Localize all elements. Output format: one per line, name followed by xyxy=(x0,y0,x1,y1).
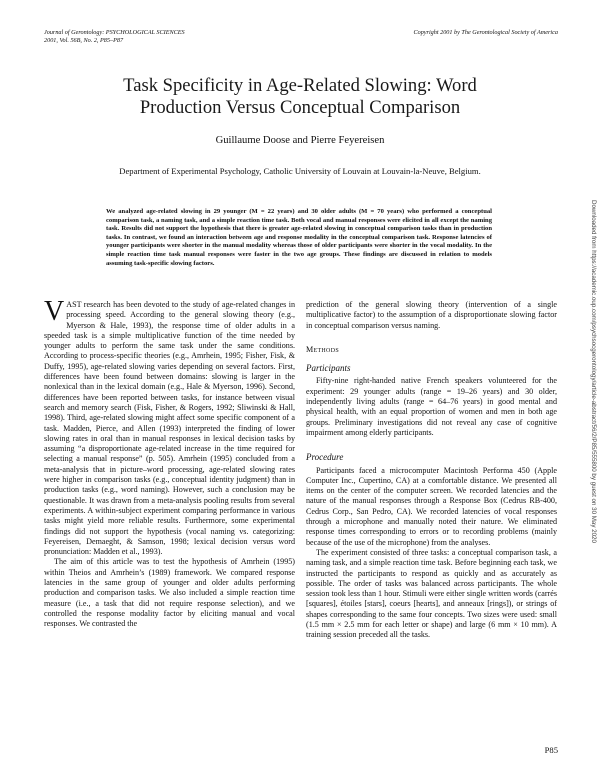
intro-continuation: prediction of the general slowing theory (intervention of a single multiplicative factor) to the assumption of a disproportionate slowing factor in conceptual comparison versus naming. xyxy=(306,300,557,330)
methods-heading-text: Methods xyxy=(306,344,339,354)
journal-volume: 2001, Vol. 56B, No. 2, P85–P87 xyxy=(44,36,124,44)
copyright-notice: Copyright 2001 by The Gerontological Society of America xyxy=(413,29,558,36)
procedure-subheading: Procedure xyxy=(306,452,344,463)
left-column xyxy=(44,296,295,630)
procedure-paragraph-1: Participants faced a microcomputer Macintosh Performa 450 (Apple Computer Inc., Cupertino, CA) at a comfortable distance. We presented all items on the center of the computer screen. We recorded latencies and the nature of the manual responses through a Response Box (Cedrus RB-400, Cedrus Corp., San Pedro, CA). We recorded latencies of vocal responses through a microphone and manually noted their nature. We eliminated response times corresponding to errors or to recording problems (mainly because of the use of the microphone) from the analyses. xyxy=(306,465,557,547)
intro-paragraph-1 xyxy=(44,296,295,557)
affiliation: Department of Experimental Psychology, Catholic University of Louvain at Louvain-la-Neuve, Belgium. xyxy=(119,166,481,176)
abstract: We analyzed age-related slowing in 29 younger (M = 22 years) and 30 older adults (M = 70 years) who performed a conceptual comparison task, a naming task, and a simple reaction time task. Both vocal and manual responses were elicited in all except the naming task. Results did not support the hypothesis that there is greater age-related slowing in conceptual comparison tasks than in production tasks. In contrast, we found an interaction between age and response modality in the conceptual comparison task. Response latencies of younger participants were shorter in the manual modality whereas those of older participants were shorter in the vocal modality. In the simple reaction time task manual responses were faster in the two age groups. These findings are discussed in relation to models assuming task-specific slowing factors. xyxy=(106,208,492,267)
participants-subheading: Participants xyxy=(306,363,351,374)
title-line-1: Task Specificity in Age-Related Slowing: Word xyxy=(123,75,477,96)
download-watermark xyxy=(587,200,600,560)
article-title xyxy=(60,75,540,119)
intro-paragraph-2: The aim of this article was to test the hypothesis of Amrhein (1995) within Theios and Amrhein’s (1989) framework. We compared response latencies in the same group of younger and older adults performing production and comparison tasks. We also included a simple reaction time measure (i.e., a task that did not require response selection), and we controlled the response modality factor by eliciting manual and vocal responses. We contrasted the xyxy=(44,557,295,629)
title-line-2: Production Versus Conceptual Comparison xyxy=(139,97,461,118)
methods-heading xyxy=(306,345,557,355)
download-watermark-text: Downloaded from https://academic.oup.com/psychsocgerontology/article-abstract/56/2/P85/555800 by guest on 30 May 2020 xyxy=(590,200,597,543)
drop-cap: V xyxy=(44,296,65,327)
procedure-paragraph-2: The experiment consisted of three tasks: a conceptual comparison task, a naming task, and a simple reaction time task. Before beginning each task, we instructed the participants to respond as quickly and as accurately as possible. The order of tasks was balanced across participants. The whole session took less than 1 hour. Stimuli were either single written words (carrés [squares], étoiles [stars], coeurs [hearts], and anneaux [rings]), or strings of shapes corresponding to the same four concepts. Two sizes were used: small (1.5 mm × 2.5 mm for each letter or shape) and large (6 mm × 10 mm). A training session preceded all the tasks. xyxy=(306,547,557,640)
intro-paragraph-1-text: AST research has been devoted to the study of age-related changes in processing speed. According to the general slowing theory (e.g., Myerson & Hale, 1993), the response time of older adults in a speeded task is a simple multiplicative function of the time needed by younger adults to perform the same task under the same conditions. According to process-specific theories (e.g., Amrhein, 1995; Fisher, Fisk, & Duffy, 1995), age-related slowing varies depending on several factors. First, differences have been found between domains: slowing is larger in the nonlexical than in the lexical domain (e.g., Hale & Myerson, 1996). Second, differences have been reported between tasks, for instance between visual search and memory search (Fisk, Fisher, & Rogers, 1992; Sliwinski & Hall, 1998). Third, age-related slowing might affect some specific component of a task. Madden, Pierce, and Allen (1993) interpreted the finding of lower slowing rates in oral than in manual responses in lexical decision tasks by assuming “a disproportionate age-related increase in the time required for selecting a manual response” (p. 505). Amrhein (1995) concluded from a meta-analysis that in picture–word processing, age-related slowing rates were higher in comparison tasks (e.g., conceptual identity judgment) than in production tasks (e.g., word naming). However, such a conclusion may be questionable. It was drawn from a meta-analysis pooling results from several experiments. A within-subject experiment comparing performance in various tasks might yield more reliable results. Furthermore, some experimental findings did not support the hypothesis (vocal naming vs. categorizing: Feyereisen, Demaeght, & Samson, 1998; lexical decision versus word pronunciation: Madden et al., 1993). xyxy=(44,300,295,557)
journal-header xyxy=(44,29,185,44)
author-list: Guillaume Doose and Pierre Feyereisen xyxy=(215,135,385,146)
participants-paragraph: Fifty-nine right-handed native French speakers volunteered for the experiment: 29 younger adults (range = 19–26 years) and 30 older, independently living adults (range = 64–76 years) in good mental and physical health, with an equal proportion of women and men in both age groups. Preliminary investigations did not reveal any case of cognitive impairment among elderly participants. xyxy=(306,376,557,437)
page-number: P85 xyxy=(544,745,558,755)
journal-name: Journal of Gerontology: PSYCHOLOGICAL SCIENCES xyxy=(44,29,185,36)
right-column xyxy=(306,300,557,641)
